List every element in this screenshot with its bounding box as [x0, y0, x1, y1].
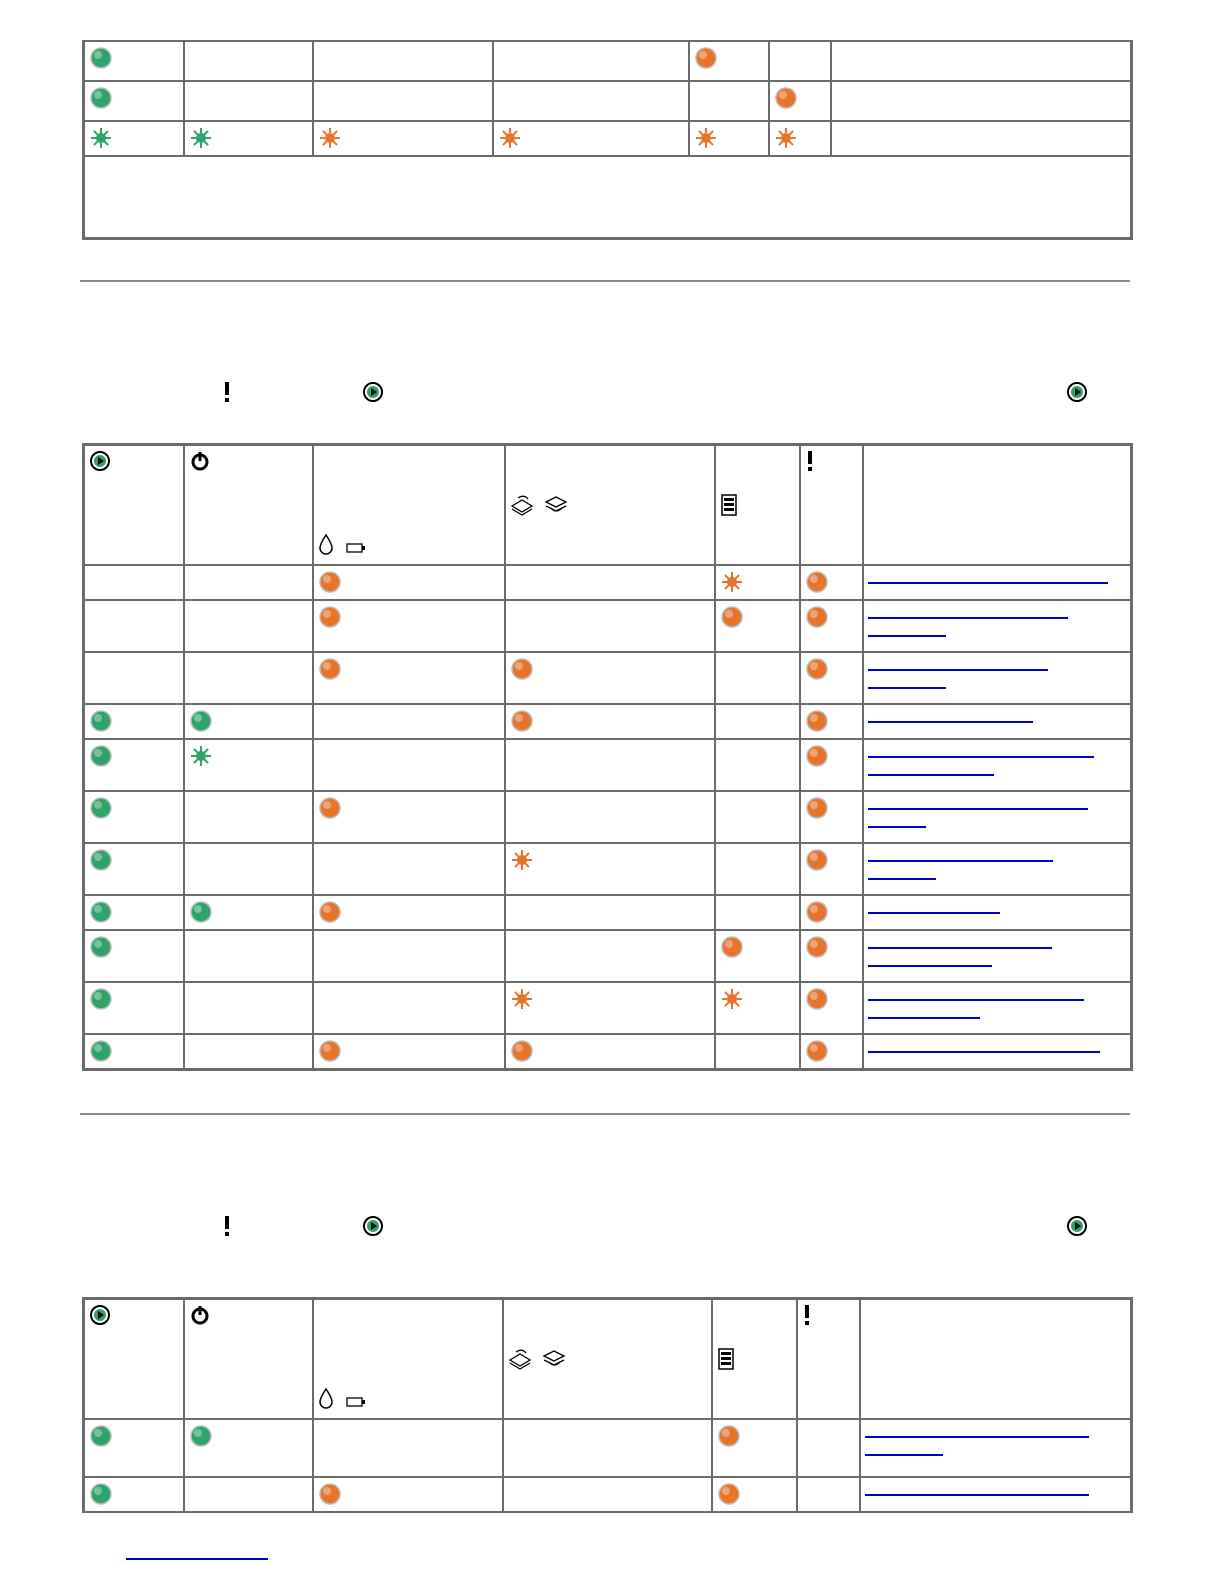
status-cell	[715, 565, 800, 600]
help-link[interactable]	[868, 876, 936, 880]
alert-icon	[222, 381, 232, 408]
status-cell	[715, 704, 800, 739]
status-cell	[84, 565, 184, 600]
status-cell	[831, 81, 1132, 121]
status-cell	[800, 565, 863, 600]
status-cell	[184, 739, 313, 791]
status-cell	[313, 1034, 505, 1070]
status-cell	[493, 81, 689, 121]
status-cell	[800, 791, 863, 843]
help-link[interactable]	[868, 824, 926, 828]
section-divider	[80, 280, 1130, 282]
ink-drop-icon	[318, 1387, 334, 1414]
table-row	[84, 791, 1132, 843]
help-link[interactable]	[868, 667, 1048, 671]
table-row	[84, 739, 1132, 791]
status-cell	[313, 565, 505, 600]
status-cell	[831, 41, 1132, 81]
status-cell	[505, 600, 715, 652]
status-cell	[184, 600, 313, 652]
led-on-icon	[805, 848, 829, 877]
table-row	[84, 895, 1132, 930]
led-on-icon	[805, 900, 829, 929]
led-on-icon	[805, 657, 829, 686]
help-link[interactable]	[868, 910, 1000, 914]
status-cell	[712, 1419, 797, 1477]
cartridge-icon	[346, 1395, 366, 1413]
help-link[interactable]	[868, 615, 1068, 619]
led-on-icon	[805, 935, 829, 964]
continue-button-icon	[89, 1304, 111, 1331]
paper-jam-icon	[542, 1348, 566, 1375]
status-cell	[800, 843, 863, 895]
help-link[interactable]	[868, 806, 1088, 810]
status-cell	[800, 739, 863, 791]
status-cell	[184, 41, 313, 81]
led-blink-icon	[720, 987, 744, 1016]
led-on-icon	[89, 987, 113, 1016]
led-on-icon	[318, 657, 342, 686]
led-on-icon	[189, 1424, 213, 1453]
led-blink-icon	[498, 126, 522, 155]
help-link[interactable]	[865, 1434, 1089, 1438]
help-link[interactable]	[868, 858, 1053, 862]
status-cell	[715, 1034, 800, 1070]
status-cell	[800, 982, 863, 1034]
status-cell	[505, 565, 715, 600]
led-on-icon	[89, 1424, 113, 1453]
led-on-icon	[89, 900, 113, 929]
table-row	[84, 1034, 1132, 1070]
help-link[interactable]	[868, 963, 992, 967]
action-cell	[863, 791, 1132, 843]
continue-button-icon	[1066, 1215, 1088, 1242]
status-cell	[84, 930, 184, 982]
status-cell	[84, 1034, 184, 1070]
status-cell	[184, 843, 313, 895]
led-on-icon	[89, 86, 113, 115]
led-on-icon	[89, 709, 113, 738]
status-cell	[84, 41, 184, 81]
top-light-table	[82, 40, 1133, 240]
table-row	[84, 565, 1132, 600]
status-cell	[313, 930, 505, 982]
status-cell	[84, 739, 184, 791]
led-blink-icon	[189, 744, 213, 773]
status-cell	[84, 982, 184, 1034]
led-on-icon	[89, 744, 113, 773]
status-cell	[313, 600, 505, 652]
status-cell	[715, 600, 800, 652]
status-cell	[313, 791, 505, 843]
status-cell	[313, 81, 493, 121]
led-on-icon	[89, 796, 113, 825]
led-on-icon	[89, 935, 113, 964]
status-cell	[313, 41, 493, 81]
status-cell	[184, 121, 313, 156]
led-on-icon	[720, 935, 744, 964]
action-cell	[863, 600, 1132, 652]
status-cell	[493, 121, 689, 156]
led-on-icon	[89, 848, 113, 877]
led-blink-icon	[720, 570, 744, 599]
power-icon	[189, 1304, 211, 1331]
led-blink-icon	[694, 126, 718, 155]
error-light-table-2	[82, 1297, 1133, 1513]
led-on-icon	[805, 709, 829, 738]
led-on-icon	[694, 46, 718, 75]
led-on-icon	[189, 709, 213, 738]
status-cell	[503, 1419, 712, 1477]
status-cell	[797, 1477, 860, 1512]
section-divider	[80, 1113, 1130, 1115]
led-on-icon	[717, 1482, 741, 1511]
status-cell	[184, 982, 313, 1034]
led-on-icon	[720, 605, 744, 634]
door-icon	[720, 493, 738, 522]
status-cell	[503, 1477, 712, 1512]
status-cell	[184, 791, 313, 843]
help-link[interactable]	[868, 945, 1052, 949]
power-icon	[189, 450, 211, 477]
led-on-icon	[89, 1482, 113, 1511]
continue-button-icon	[1066, 381, 1088, 408]
status-cell	[184, 704, 313, 739]
status-cell	[184, 1034, 313, 1070]
led-on-icon	[318, 1482, 342, 1511]
action-cell	[860, 1419, 1132, 1477]
status-cell	[505, 791, 715, 843]
led-on-icon	[510, 709, 534, 738]
cartridge-icon	[346, 541, 366, 559]
paper-icon	[510, 494, 534, 521]
action-cell	[863, 739, 1132, 791]
status-cell	[800, 930, 863, 982]
status-cell	[84, 600, 184, 652]
continue-button-icon	[362, 381, 384, 408]
status-cell	[505, 652, 715, 704]
status-cell	[493, 41, 689, 81]
table-row	[84, 600, 1132, 652]
status-cell	[84, 791, 184, 843]
ink-drop-icon	[318, 533, 334, 560]
table-header-row	[84, 1299, 1132, 1420]
status-cell	[184, 895, 313, 930]
alert-icon	[222, 1215, 232, 1242]
status-cell	[84, 81, 184, 121]
alert-icon	[802, 1304, 812, 1331]
status-cell	[84, 1477, 184, 1512]
led-on-icon	[805, 796, 829, 825]
status-cell	[505, 739, 715, 791]
paper-jam-icon	[544, 494, 568, 521]
led-on-icon	[805, 987, 829, 1016]
status-cell	[831, 121, 1132, 156]
status-cell	[184, 652, 313, 704]
status-cell	[689, 121, 769, 156]
action-cell	[863, 652, 1132, 704]
status-cell	[715, 930, 800, 982]
led-on-icon	[318, 1039, 342, 1068]
table-row	[84, 1419, 1132, 1477]
status-cell	[505, 1034, 715, 1070]
status-cell	[313, 121, 493, 156]
status-cell	[715, 652, 800, 704]
table-row	[84, 704, 1132, 739]
status-cell	[184, 81, 313, 121]
action-cell	[863, 565, 1132, 600]
help-link[interactable]	[868, 580, 1108, 584]
action-cell	[863, 930, 1132, 982]
led-on-icon	[805, 570, 829, 599]
led-on-icon	[318, 900, 342, 929]
status-cell	[313, 982, 505, 1034]
status-cell	[689, 41, 769, 81]
status-cell	[715, 843, 800, 895]
status-cell	[800, 704, 863, 739]
help-link[interactable]	[868, 1015, 980, 1019]
table-row	[84, 1477, 1132, 1512]
help-link[interactable]	[865, 1492, 1089, 1496]
status-cell	[800, 1034, 863, 1070]
status-cell	[313, 1477, 503, 1512]
status-cell	[313, 652, 505, 704]
action-cell	[863, 895, 1132, 930]
led-blink-icon	[89, 126, 113, 155]
status-cell	[313, 739, 505, 791]
table-row	[84, 843, 1132, 895]
table-row	[84, 41, 1132, 81]
help-link[interactable]	[868, 772, 994, 776]
continue-button-icon	[89, 450, 111, 477]
status-cell	[689, 81, 769, 121]
led-on-icon	[510, 1039, 534, 1068]
led-blink-icon	[774, 126, 798, 155]
help-link[interactable]	[868, 719, 1033, 723]
table-header-row	[84, 445, 1132, 566]
led-on-icon	[318, 570, 342, 599]
door-icon	[717, 1347, 735, 1376]
action-cell	[863, 704, 1132, 739]
status-cell	[715, 895, 800, 930]
led-blink-icon	[510, 987, 534, 1016]
paper-icon	[508, 1348, 532, 1375]
led-on-icon	[805, 605, 829, 634]
status-cell	[505, 930, 715, 982]
status-cell	[769, 41, 831, 81]
led-on-icon	[189, 900, 213, 929]
led-blink-icon	[189, 126, 213, 155]
table-row	[84, 982, 1132, 1034]
status-cell	[313, 704, 505, 739]
status-cell	[313, 895, 505, 930]
action-cell	[860, 1477, 1132, 1512]
status-cell	[505, 704, 715, 739]
status-cell	[715, 791, 800, 843]
status-cell	[84, 121, 184, 156]
action-cell	[863, 982, 1132, 1034]
action-cell	[863, 843, 1132, 895]
status-cell	[505, 843, 715, 895]
alert-icon	[805, 450, 815, 477]
status-cell	[505, 982, 715, 1034]
status-cell	[184, 1477, 313, 1512]
status-cell	[715, 982, 800, 1034]
status-cell	[715, 739, 800, 791]
status-cell	[184, 930, 313, 982]
status-cell	[505, 895, 715, 930]
help-link[interactable]	[868, 685, 946, 689]
status-cell	[712, 1477, 797, 1512]
led-on-icon	[717, 1424, 741, 1453]
status-cell	[797, 1419, 860, 1477]
table-row	[84, 81, 1132, 121]
led-blink-icon	[510, 848, 534, 877]
table-row	[84, 930, 1132, 982]
note-cell	[84, 156, 1132, 239]
led-on-icon	[805, 744, 829, 773]
help-link[interactable]	[868, 754, 1094, 758]
help-link[interactable]	[868, 1049, 1100, 1053]
status-cell	[313, 843, 505, 895]
led-on-icon	[774, 86, 798, 115]
led-on-icon	[510, 657, 534, 686]
status-cell	[84, 1419, 184, 1477]
error-light-table	[82, 443, 1133, 1071]
table-row	[84, 121, 1132, 156]
status-cell	[84, 704, 184, 739]
led-on-icon	[805, 1039, 829, 1068]
status-cell	[769, 81, 831, 121]
status-cell	[800, 895, 863, 930]
help-link[interactable]	[865, 1452, 943, 1456]
continue-button-icon	[362, 1215, 384, 1242]
status-cell	[769, 121, 831, 156]
status-cell	[184, 565, 313, 600]
led-on-icon	[318, 605, 342, 634]
action-cell	[863, 1034, 1132, 1070]
status-cell	[84, 843, 184, 895]
led-on-icon	[89, 46, 113, 75]
status-cell	[84, 895, 184, 930]
status-cell	[313, 1419, 503, 1477]
help-link[interactable]	[868, 997, 1084, 1001]
status-cell	[800, 600, 863, 652]
table-row	[84, 652, 1132, 704]
status-cell	[184, 1419, 313, 1477]
status-cell	[800, 652, 863, 704]
help-link[interactable]	[868, 633, 946, 637]
status-cell	[84, 652, 184, 704]
contents-link[interactable]	[126, 1550, 268, 1560]
led-blink-icon	[318, 126, 342, 155]
led-on-icon	[318, 796, 342, 825]
led-on-icon	[89, 1039, 113, 1068]
